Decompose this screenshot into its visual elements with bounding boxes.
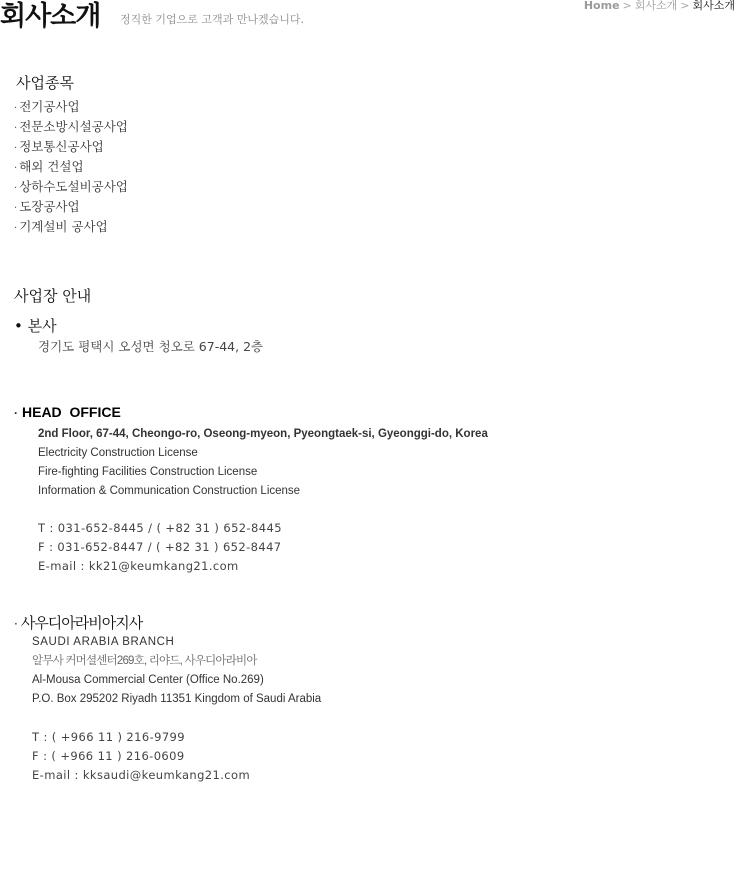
breadcrumb-current: 회사소개 bbox=[692, 0, 735, 12]
list-item: · 상하수도설비공사업 bbox=[14, 179, 128, 194]
sites-section-title: 사업장 안내 bbox=[14, 287, 92, 305]
list-item: · 도장공사업 bbox=[14, 199, 80, 214]
list-item: · 정보통신공사업 bbox=[14, 139, 104, 154]
head-office-fax: F : 031-652-8447 / ( +82 31 ) 652-8447 bbox=[38, 540, 282, 554]
saudi-branch-title: 사우디아라비아지사 bbox=[20, 614, 143, 632]
bullet: • bbox=[14, 317, 23, 335]
head-office-heading bbox=[14, 404, 121, 420]
breadcrumb-separator: > bbox=[622, 0, 632, 12]
saudi-email[interactable]: E-mail : kksaudi@keumkang21.com bbox=[32, 768, 251, 782]
bullet: · bbox=[14, 143, 18, 154]
saudi-address-line2: P.O. Box 295202 Riyadh 11351 Kingdom of Saudi Arabia bbox=[32, 693, 322, 705]
license-item: Fire-fighting Facilities Construction License bbox=[38, 466, 258, 478]
head-office-title: HEAD OFFICE bbox=[22, 404, 121, 420]
bullet: · bbox=[14, 406, 18, 420]
head-office-email[interactable]: E-mail : kk21@keumkang21.com bbox=[38, 559, 239, 573]
license-item: Information & Communication Construction License bbox=[38, 485, 301, 497]
saudi-branch-name: SAUDI ARABIA BRANCH bbox=[32, 636, 175, 648]
bullet: · bbox=[14, 183, 18, 194]
head-office-tel: T : 031-652-8445 / ( +82 31 ) 652-8445 bbox=[38, 521, 282, 535]
bullet: · bbox=[14, 223, 18, 234]
bullet: · bbox=[14, 163, 18, 174]
breadcrumb bbox=[584, 0, 735, 13]
hq-address: 경기도 평택시 오성면 청오로 67-44, 2층 bbox=[38, 339, 264, 354]
list-item: · 해외 건설업 bbox=[14, 159, 84, 174]
business-list bbox=[14, 98, 128, 238]
saudi-fax: F : ( +966 11 ) 216-0609 bbox=[32, 749, 185, 763]
page-subtitle: 정직한 기업으로 고객과 만나겠습니다. bbox=[120, 13, 305, 26]
saudi-branch-heading bbox=[14, 612, 142, 633]
saudi-tel: T : ( +966 11 ) 216-9799 bbox=[32, 730, 185, 744]
bullet: · bbox=[14, 123, 18, 134]
breadcrumb-separator: > bbox=[680, 0, 690, 12]
list-item: · 전문소방시설공사업 bbox=[14, 119, 128, 134]
saudi-address-kr: 알무사 커머셜센터269호, 리야드, 사우디아라비아 bbox=[32, 655, 257, 667]
license-item: Electricity Construction License bbox=[38, 447, 198, 459]
breadcrumb-level1-link[interactable]: 회사소개 bbox=[634, 0, 678, 12]
list-item: · 기계설비 공사업 bbox=[14, 219, 108, 234]
saudi-address-line1: Al-Mousa Commercial Center (Office No.269) bbox=[32, 674, 264, 686]
business-section-title: 사업종목 bbox=[16, 74, 74, 92]
bullet: · bbox=[14, 203, 18, 214]
hq-heading bbox=[14, 315, 57, 336]
head-office-details bbox=[38, 427, 488, 503]
breadcrumb-home-link[interactable]: Home bbox=[583, 0, 620, 12]
hq-label: 본사 bbox=[27, 317, 57, 335]
saudi-branch-details bbox=[32, 635, 321, 711]
saudi-branch-contacts bbox=[32, 730, 250, 787]
page-title: 회사소개 bbox=[0, 1, 101, 32]
bullet: · bbox=[14, 617, 17, 631]
head-office-address: 2nd Floor, 67-44, Cheongo-ro, Oseong-myeon, Pyeongtaek-si, Gyeonggi-do, Korea bbox=[38, 428, 488, 440]
bullet: · bbox=[14, 103, 18, 114]
head-office-contacts bbox=[38, 521, 282, 578]
list-item: · 전기공사업 bbox=[14, 99, 80, 114]
